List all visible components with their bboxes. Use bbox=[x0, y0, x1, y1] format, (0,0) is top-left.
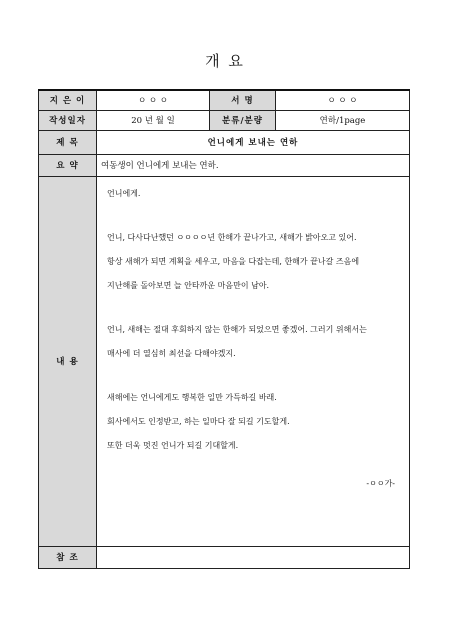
author-label: 지 은 이 bbox=[39, 90, 97, 110]
date-label: 작성일자 bbox=[39, 110, 97, 130]
letter-line: 매사에 더 열심히 최선을 다해야겠지. bbox=[107, 348, 236, 358]
date-value: 20 년 월 일 bbox=[97, 110, 210, 130]
subject-label: 제 목 bbox=[39, 130, 97, 154]
content-label: 내 용 bbox=[39, 176, 97, 546]
letter-greeting: 언니에게. bbox=[107, 188, 141, 198]
subject-row bbox=[39, 130, 410, 154]
summary-row bbox=[39, 154, 410, 176]
letter-line: 회사에서도 인정받고, 하는 일마다 잘 되길 기도할게. bbox=[107, 416, 290, 426]
reference-row bbox=[39, 546, 410, 568]
reference-label: 참 조 bbox=[39, 546, 97, 568]
sign-value: ㅇ ㅇ ㅇ bbox=[276, 90, 410, 110]
summary-label: 요 약 bbox=[39, 154, 97, 176]
content-row bbox=[39, 176, 410, 546]
category-value: 연하/1page bbox=[276, 110, 410, 130]
letter-line: 새해에는 언니에게도 행복한 일만 가득하길 바래. bbox=[107, 392, 277, 402]
category-label: 분류/분량 bbox=[210, 110, 276, 130]
author-value: ㅇ ㅇ ㅇ bbox=[97, 90, 210, 110]
letter-line: 언니, 새해는 절대 후회하지 않는 한해가 되었으면 좋겠어. 그러기 위해서는 bbox=[107, 324, 367, 334]
document-title: 개 요 bbox=[205, 52, 245, 70]
letter-body bbox=[97, 176, 410, 546]
letter-line: 항상 새해가 되면 계획을 세우고, 마음을 다잡는데, 한해가 끝나갈 즈음에 bbox=[107, 256, 360, 266]
author-row bbox=[39, 90, 410, 110]
subject-value: 언니에게 보내는 연하 bbox=[97, 130, 410, 154]
letter-line: 지난해를 돌아보면 늘 안타까운 마음만이 남아. bbox=[107, 280, 270, 290]
reference-value bbox=[97, 546, 410, 568]
date-row bbox=[39, 110, 410, 130]
letter-line: 또한 더욱 멋진 언니가 되길 기대할게. bbox=[107, 440, 239, 450]
letter-line: 언니, 다사다난했던 ㅇㅇㅇㅇ년 한해가 끝나가고, 새해가 밝아오고 있어. bbox=[107, 232, 357, 242]
sign-label: 서 명 bbox=[210, 90, 276, 110]
summary-form-table bbox=[38, 89, 410, 569]
letter-signature: -ㅇㅇ가- bbox=[366, 478, 395, 488]
summary-value: 여동생이 언니에게 보내는 연하. bbox=[97, 154, 410, 176]
